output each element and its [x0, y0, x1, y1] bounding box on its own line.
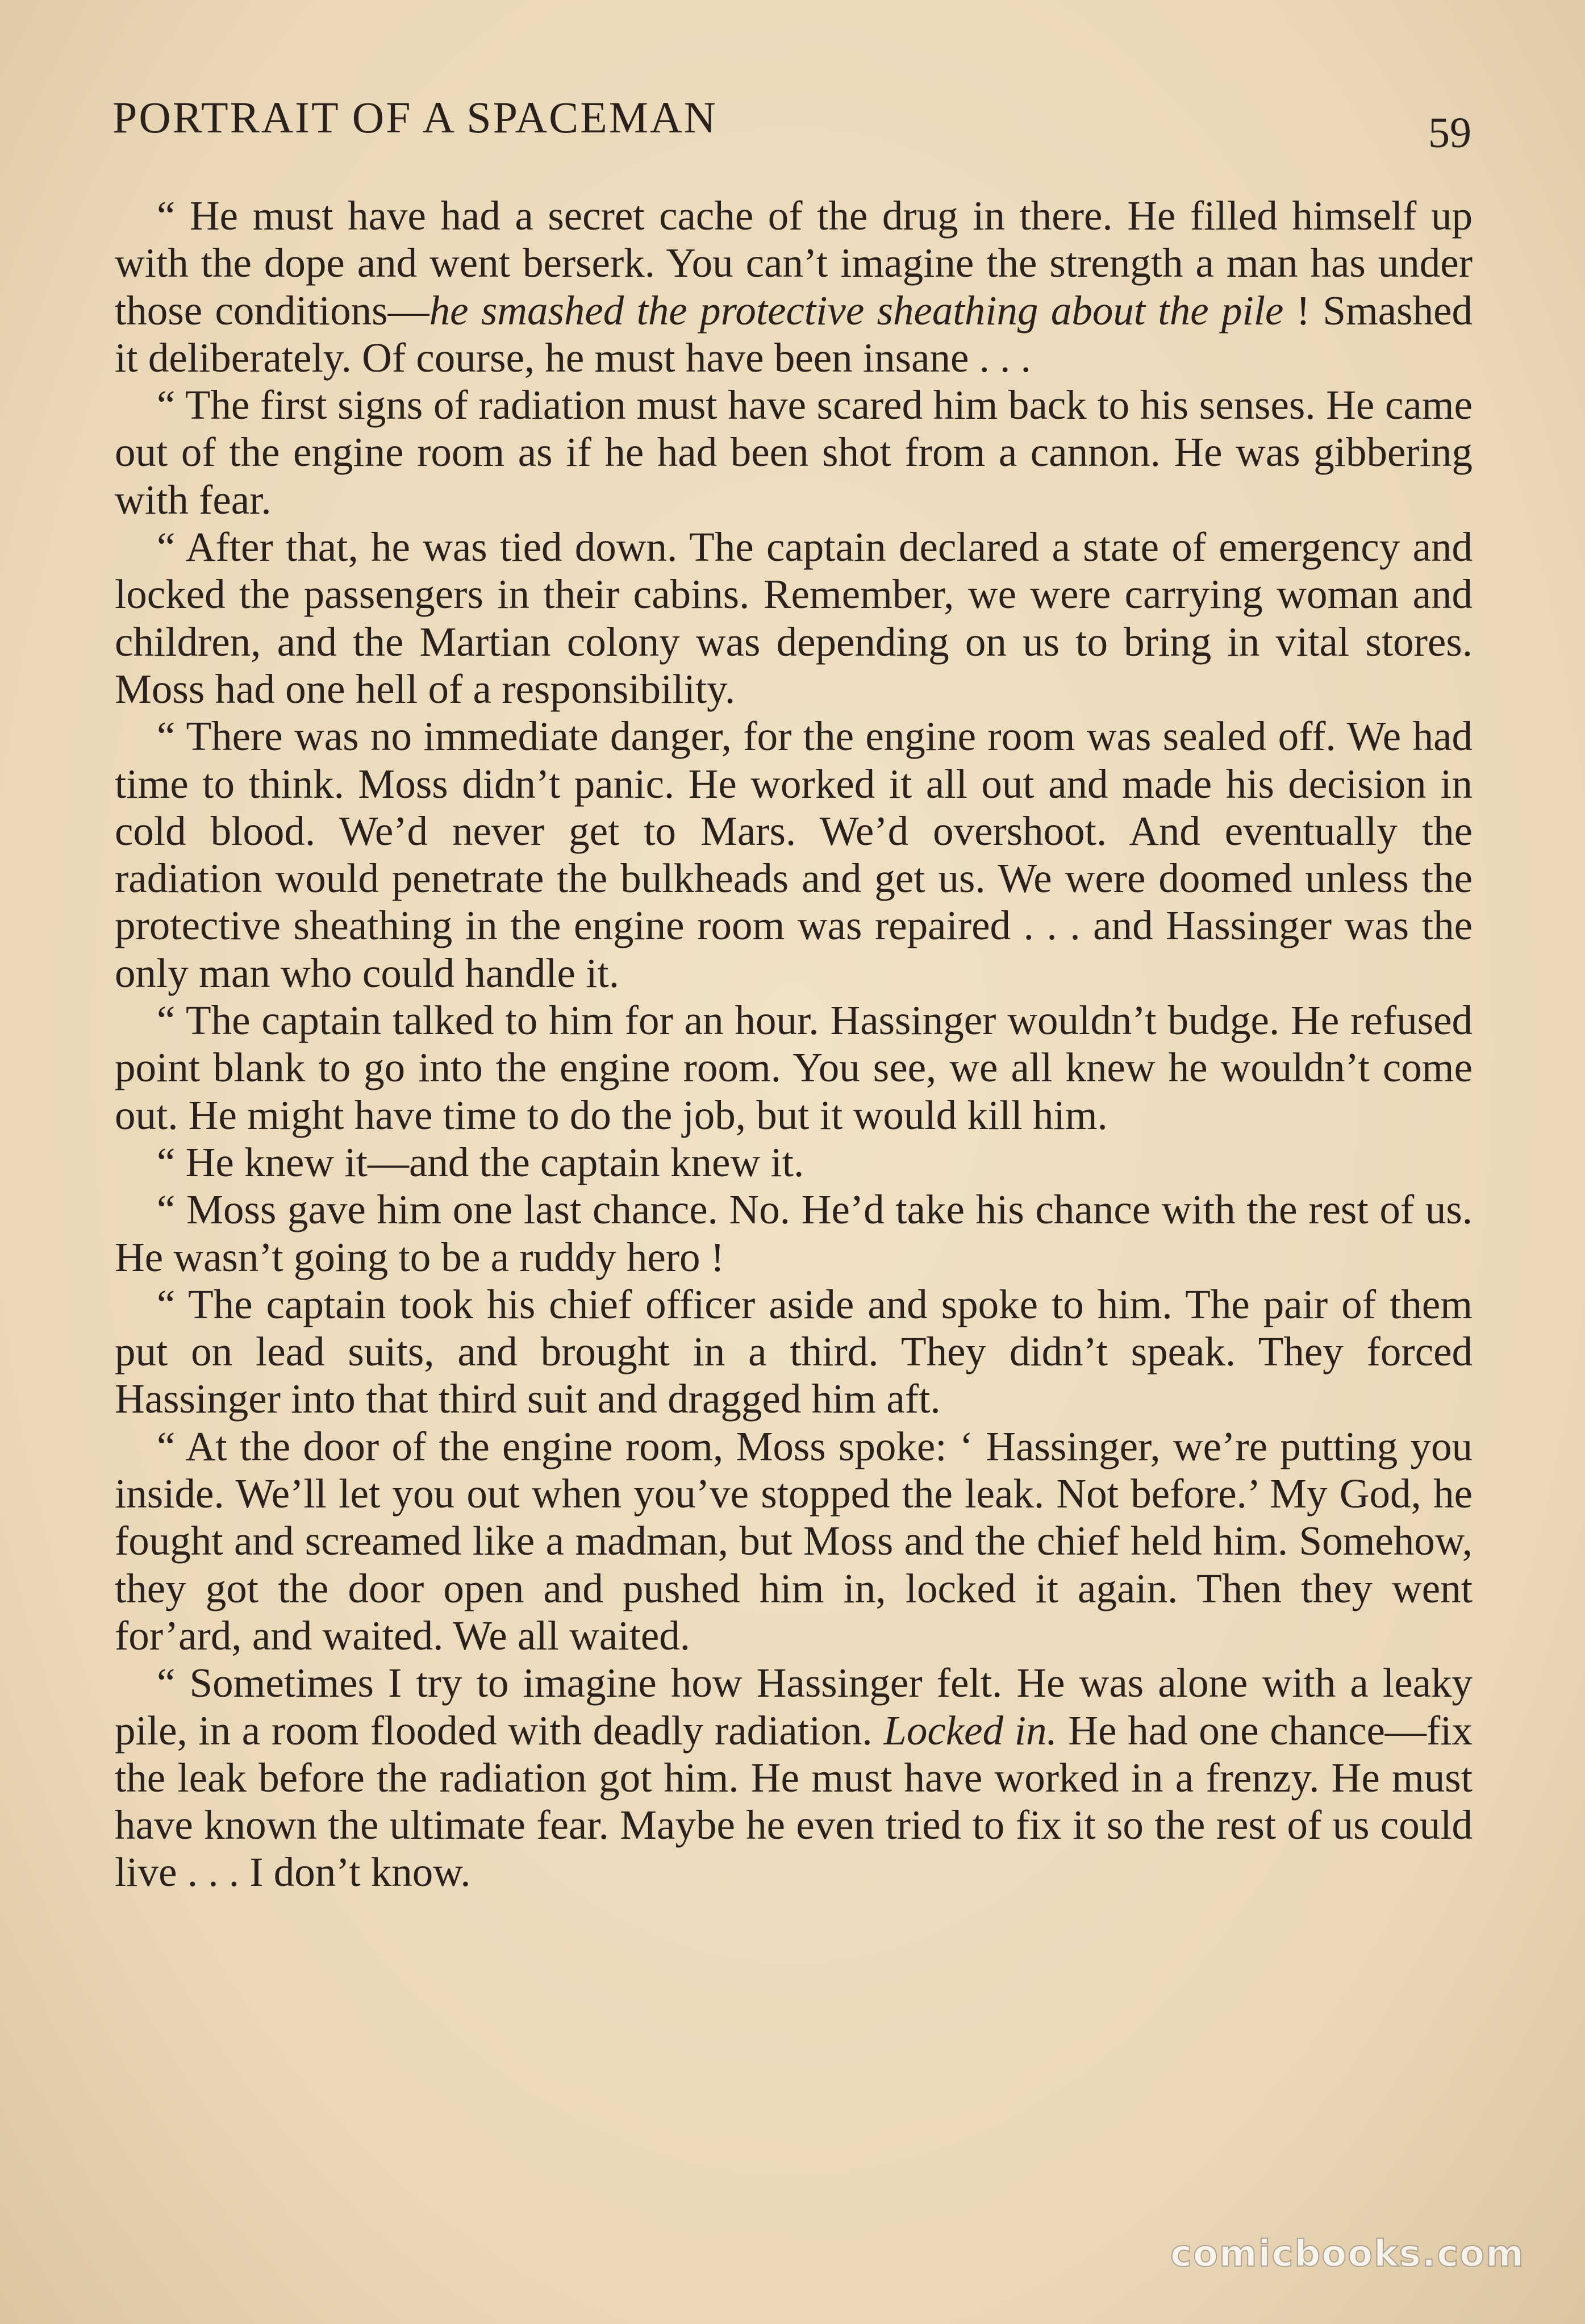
text-run: “ After that, he was tied down. The captain declared a state of emergency and locked the passengers in their cabins. Remember, we were carrying woman and children, and the Martian colony was depending on us to bring in vital stores. Moss had one hell of a responsibility. — [115, 524, 1473, 712]
text-run: “ At the door of the engine room, Moss spoke: ‘ Hassinger, we’re putting you inside. We’ll let you out when you’ve stopped the leak. Not before.’ My God, he fought and screamed like a madman, but Moss and the chief held him. Somehow, they got the door open and pushed him in, locked it again. Then they went for’ard, and waited. We all waited. — [115, 1423, 1473, 1659]
paragraph — [115, 381, 1473, 523]
paragraph — [115, 1659, 1473, 1896]
text-run: “ The first signs of radiation must have scared him back to his senses. He came out of the engine room as if he had been shot from a cannon. He was gibbering with fear. — [115, 382, 1473, 523]
paragraph — [115, 523, 1473, 713]
text-run: “ The captain took his chief officer aside and spoke to him. The pair of them put on lead suits, and brought in a third. They didn’t speak. They forced Hassinger into that third suit and dragged him aft. — [115, 1281, 1473, 1422]
text-run: “ The captain talked to him for an hour. Hassinger wouldn’t budge. He refused point blank to go into the engine room. You see, we all knew he wouldn’t come out. He might have time to do the job, but it would kill him. — [115, 997, 1473, 1138]
paragraph — [115, 1186, 1473, 1281]
paragraph — [115, 1423, 1473, 1659]
text-run: “ He knew it—and the captain knew it. — [157, 1139, 804, 1185]
paragraph — [115, 1281, 1473, 1423]
text-run: “ Moss gave him one last chance. No. He’d take his chance with the rest of us. He wasn’t going to be a ruddy hero ! — [115, 1186, 1473, 1280]
italic-text: Locked in. — [883, 1707, 1057, 1754]
paragraph — [115, 192, 1473, 381]
text-run: He had one chance—fix the leak before the radiation got him. He must have worked in a frenzy. He must have known the ultimate fear. Maybe he even tried to fix it so the rest of us could live . . . I don’t know. — [115, 1707, 1473, 1896]
text-run: “ He must have had a secret cache of the drug in there. He filled himself up with the dope and went berserk. You can’t imagine the strength a man has under those conditions— — [115, 193, 1473, 334]
watermark-logo: comicbooks.com — [1170, 2233, 1525, 2275]
text-run: “ There was no immediate danger, for the engine room was sealed off. We had time to think. Moss didn’t panic. He worked it all out and made his decision in cold blood. We’d never get to Mars. We’d overshoot. And eventually the radiation would penetrate the bulkheads and get us. We were doomed unless the protective sheathing in the engine room was repaired . . . and Hassinger was the only man who could handle it. — [115, 713, 1473, 996]
text-run: ! Smashed it deliberately. Of course, he must have been insane . . . — [115, 287, 1473, 381]
page-number: 59 — [1428, 109, 1471, 157]
running-title: PORTRAIT OF A SPACEMAN — [112, 93, 718, 142]
italic-text: he smashed the protective sheathing about the pile — [429, 287, 1284, 334]
paragraph — [115, 1139, 1473, 1186]
body-text — [115, 192, 1473, 1896]
paragraph — [115, 997, 1473, 1139]
text-run: “ Sometimes I try to imagine how Hassinger felt. He was alone with a leaky pile, in a room flooded with deadly radiation. — [115, 1660, 1473, 1754]
paragraph — [115, 713, 1473, 997]
